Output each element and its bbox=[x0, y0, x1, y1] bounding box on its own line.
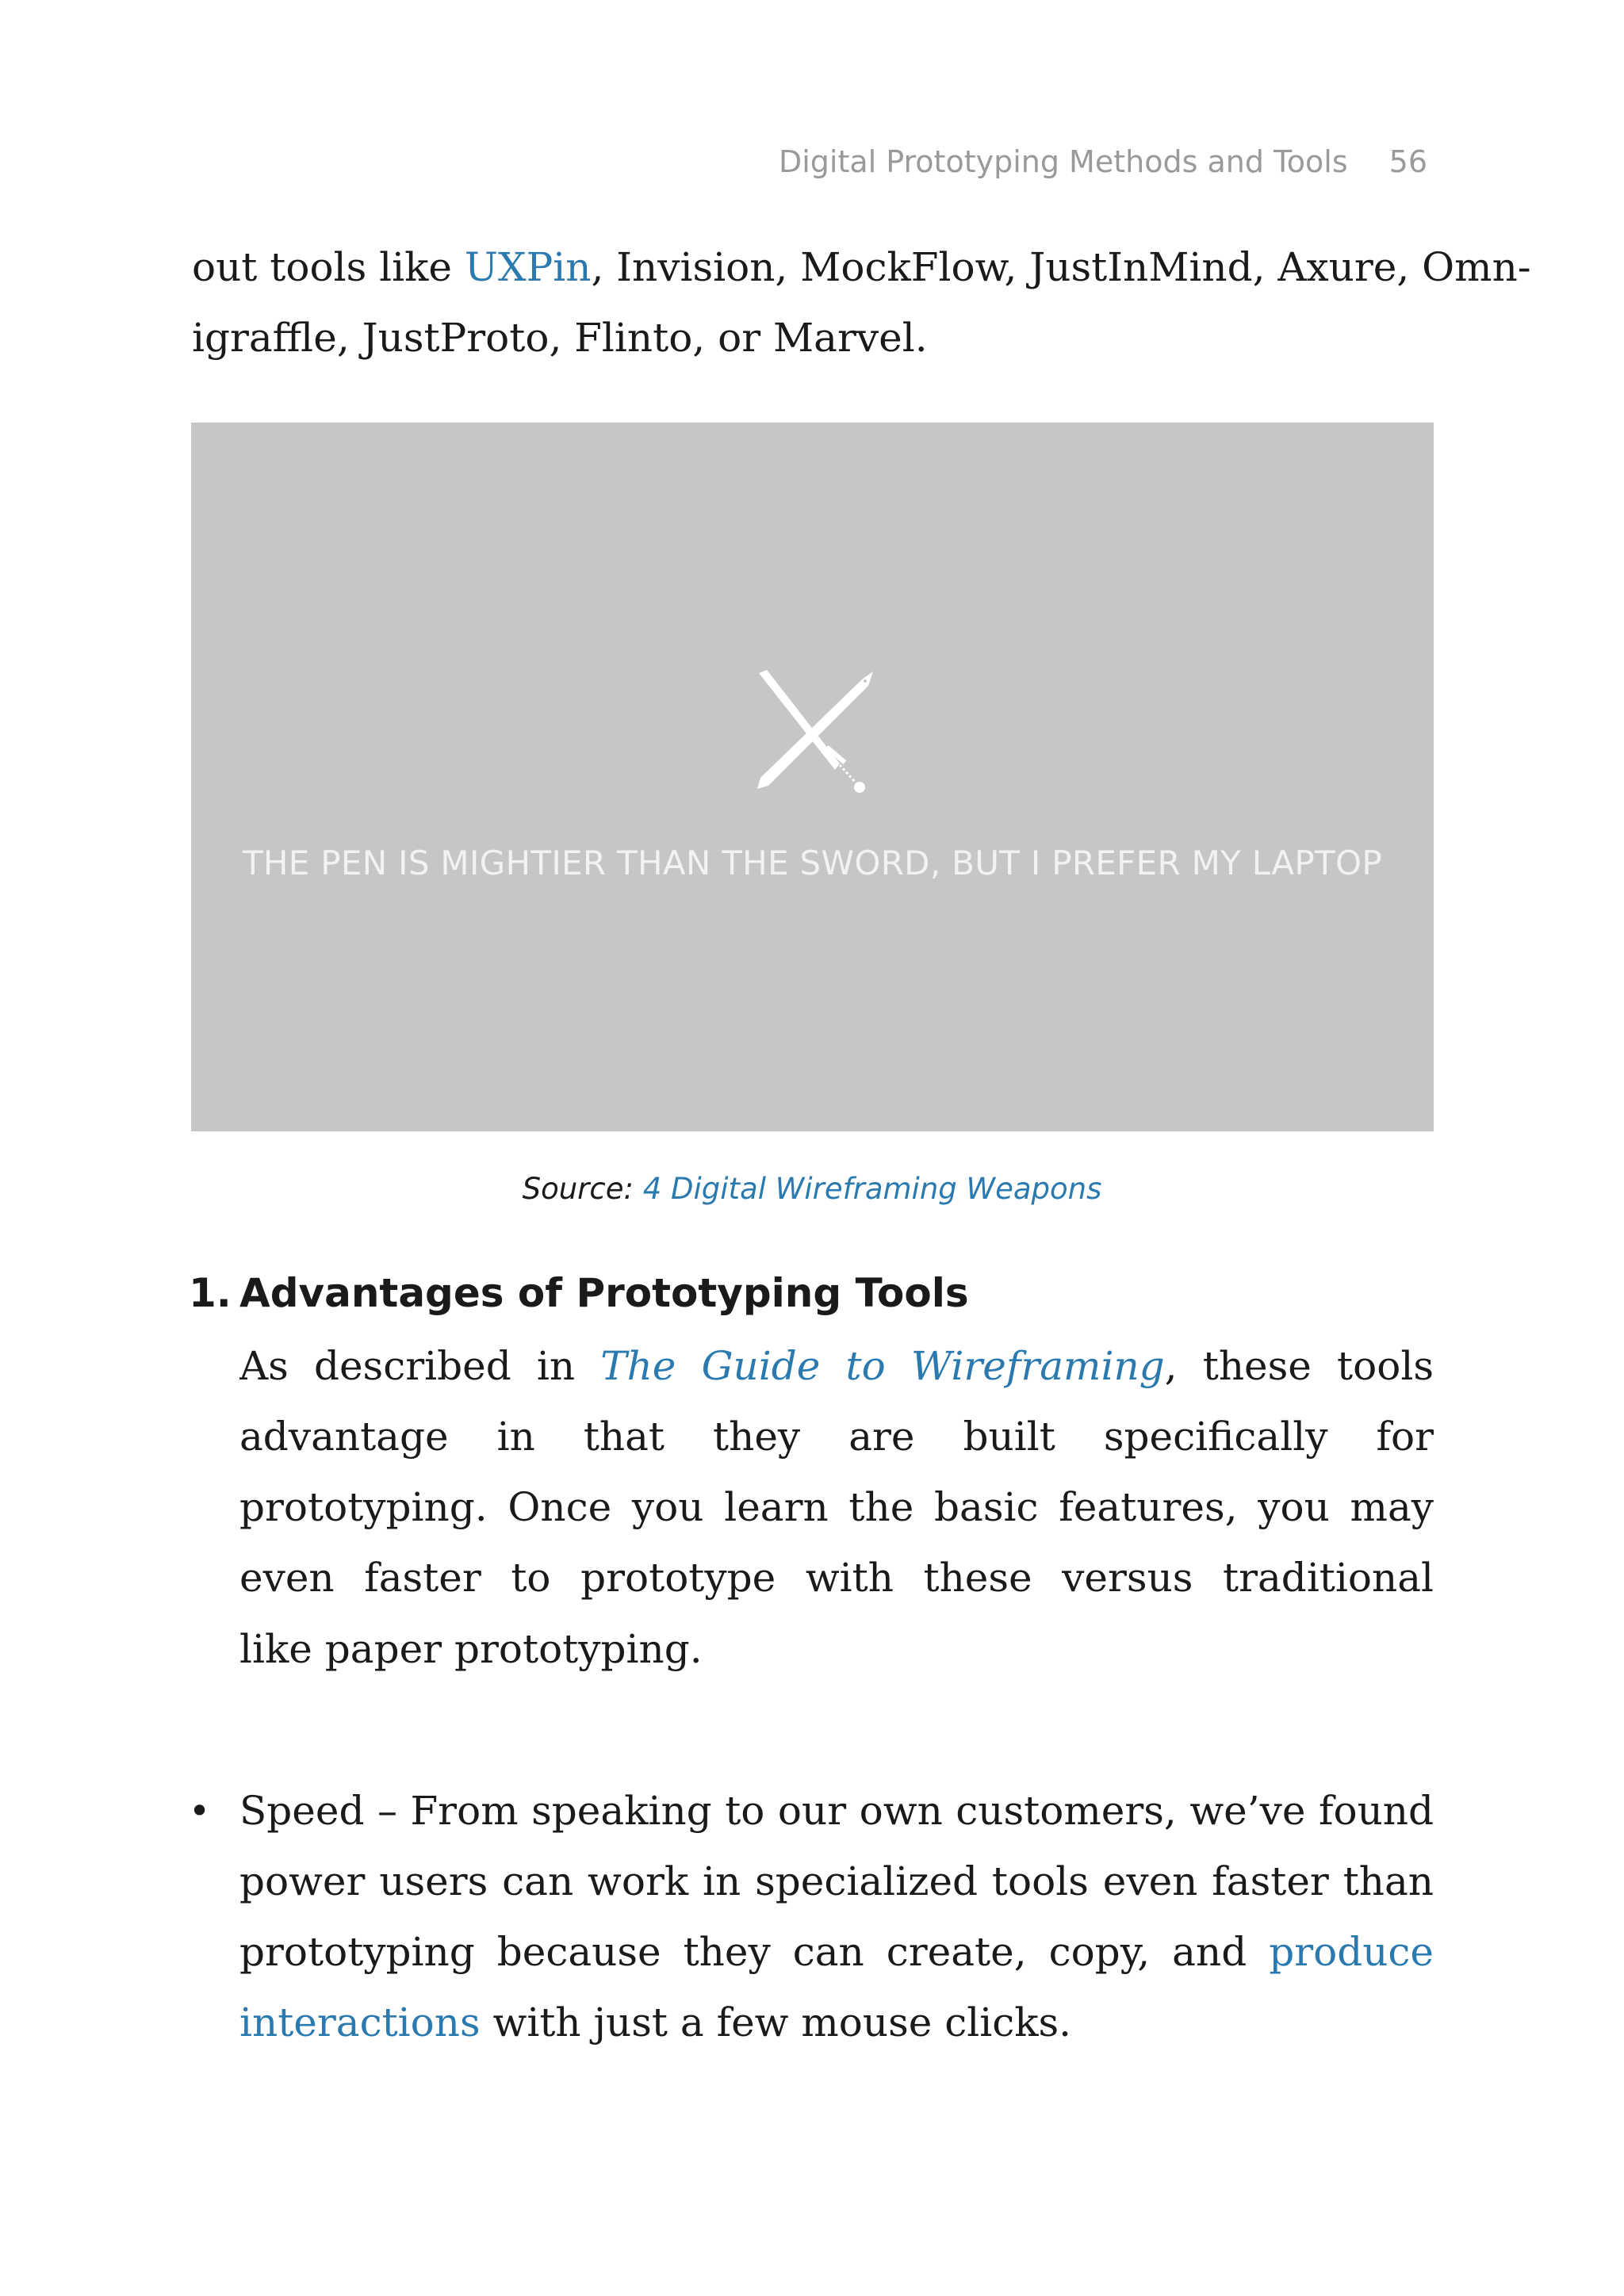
hero-image bbox=[191, 423, 1434, 1131]
crossed-pen-and-sword-icon bbox=[754, 670, 873, 797]
paragraph-text: As described in bbox=[239, 1343, 601, 1389]
intro-text: out tools like bbox=[192, 244, 465, 290]
chapter-title: Digital Prototyping Methods and Tools bbox=[778, 144, 1348, 179]
paragraph-text: , these tools bbox=[1164, 1343, 1434, 1389]
intro-line-1 bbox=[192, 243, 1531, 291]
page-header bbox=[779, 144, 1427, 179]
bullet-dot: • bbox=[189, 1789, 211, 1832]
section-number: 1. bbox=[189, 1270, 232, 1316]
intro-line-2: igraffle, JustProto, Flinto, or Marvel. bbox=[192, 315, 928, 361]
bullet-line bbox=[239, 1999, 1071, 2046]
paragraph-line bbox=[239, 1342, 1434, 1390]
guide-to-wireframing-link[interactable]: The Guide to Wireframing bbox=[600, 1343, 1165, 1389]
caption-label: Source: bbox=[522, 1172, 643, 1206]
bullet-line bbox=[239, 1928, 1434, 1976]
produce-advanced-interactions-link[interactable]: produce bbox=[1269, 1929, 1434, 1975]
caption-source-link[interactable]: 4 Digital Wireframing Weapons bbox=[642, 1172, 1102, 1206]
section-title: Advantages of Prototyping Tools bbox=[239, 1270, 969, 1316]
uxpin-link[interactable]: UXPin bbox=[464, 244, 592, 290]
paragraph-line: even faster to prototype with these versus traditional bbox=[239, 1555, 1434, 1601]
page-number: 56 bbox=[1388, 144, 1427, 179]
paragraph-line: like paper prototyping. bbox=[239, 1626, 703, 1672]
paragraph-line: prototyping. Once you learn the basic features, you may bbox=[239, 1484, 1434, 1530]
bullet-line: power users can work in specialized tools even faster than bbox=[239, 1858, 1434, 1904]
paragraph-line: advantage in that they are built specifically for bbox=[239, 1414, 1434, 1460]
produce-advanced-interactions-link-cont[interactable]: interactions bbox=[239, 1999, 481, 2045]
bullet-line: Speed – From speaking to our own customers, we’ve found bbox=[239, 1788, 1434, 1834]
section-heading bbox=[189, 1270, 969, 1316]
hero-banner-text: THE PEN IS MIGHTIER THAN THE SWORD, BUT I PREFER MY LAPTOP bbox=[242, 844, 1383, 882]
intro-text: , Invision, MockFlow, JustInMind, Axure, Omn- bbox=[591, 244, 1531, 290]
bullet-text: prototyping because they can create, copy, and bbox=[239, 1929, 1270, 1975]
figure-caption bbox=[0, 1172, 1624, 1206]
bullet-text: with just a few mouse clicks. bbox=[480, 1999, 1072, 2045]
